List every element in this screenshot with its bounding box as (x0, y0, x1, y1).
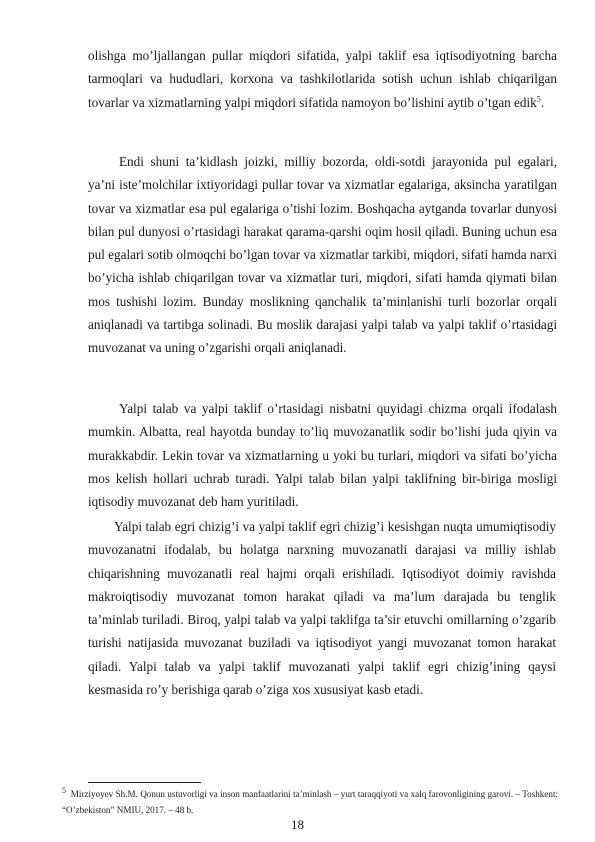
footnote-separator (88, 782, 201, 783)
page-number: 18 (291, 817, 304, 832)
paragraph-1 (88, 44, 557, 114)
footnote-text: Mirziyoyev Sh.M. Qonun ustuvorligi va inson manfaatlarini ta’minlash – yurt taraqqiyoti va xalq farovonligining garovi. – Toshkent: “O’zbekiston” NMIU, 2017. – 48 b. (62, 789, 558, 815)
paragraph-4: Yalpi talab egri chizig’i va yalpi taklif egri chizig’i kesishgan nuqta umumiqtisodiy muvozanatni ifodalab, bu holatga narxning muvozanatli darajasi va milliy ishlab chiqarishning muvozanatli real hajmi orqali erishiladi. Iqtisodiyot doimiy ravishda makroiqtisodiy muvozanat tomon harakat qiladi va ma’lum darajada bu tenglik ta’minlab turiladi. Biroq, yalpi talab va yalpi taklifga ta’sir etuvchi omillarning o’zgarib turishi natijasida muvozanat buziladi va iqtisodiyot yangi muvozanat tomon harakat qiladi. Yalpi talab va yalpi taklif muvozanati yalpi taklif egri chizig’ining qaysi kesmasida ro’y berishiga qarab o’ziga xos xususiyat kasb etadi. (88, 519, 556, 698)
paragraph-3: Yalpi talab va yalpi taklif o’rtasidagi nisbatni quyidagi chizma orqali ifodalash mumkin. Albatta, real hayotda bunday to’liq muvozanatlik sodir bo’lishi juda qiyin va murakkabdir. Lekin tovar va xizmatlarning u yoki bu turlari, miqdori va sifati bo’yicha mos kelish hollari uchrab turadi. Yalpi talab bilan yalpi taklifning bir-biriga mosligi iqtisodiy muvozanat deb ham yuritiladi. (88, 401, 557, 510)
paragraph-1-text: olishga mo’ljallangan pullar miqdori sifatida, yalpi taklif esa iqtisodiyotning barcha tarmoqlari va hududlari, korxona va tashkilotlarida sotish uchun ishlab chiqarilgan tovarlar va xizmatlarning yalpi miqdori sifatida namoyon bo’lishini aytib o’tgan edik (88, 48, 557, 110)
footnote-reference[interactable]: 5 (536, 94, 541, 104)
footnote (62, 786, 558, 818)
footnote-number: 5 (62, 785, 66, 795)
paragraph-1-end: . (540, 94, 545, 110)
paragraph-2: Endi shuni ta’kidlash joizki, milliy bozorda, oldi-sotdi jarayonida pul egalari, ya’ni iste’molchilar ixtiyoridagi pullar tovar va xizmatlar egalariga, aksincha yaratilgan tovar va xizmatlar esa pul egalariga o’tishi lozim. Boshqacha aytganda tovarlar dunyosi bilan pul dunyosi o’rtasidagi harakat qarama-qarshi oqim hosil qiladi. Buning uchun esa pul egalari sotib olmoqchi bo’lgan tovar va xizmatlar tarkibi, miqdori, sifati hamda narxi bo’yicha ishlab chiqarilgan tovar va xizmatlar turi, miqdori, sifati hamda qiymati bilan mos tushishi lozim. Bunday moslikning qanchalik ta’minlanishi turli bozorlar orqali aniqlanadi va tartibga solinadi. Bu moslik darajasi yalpi talab va yalpi taklif o’rtasidagi muvozanat va uning o’zgarishi orqali aniqlanadi. (88, 154, 557, 356)
